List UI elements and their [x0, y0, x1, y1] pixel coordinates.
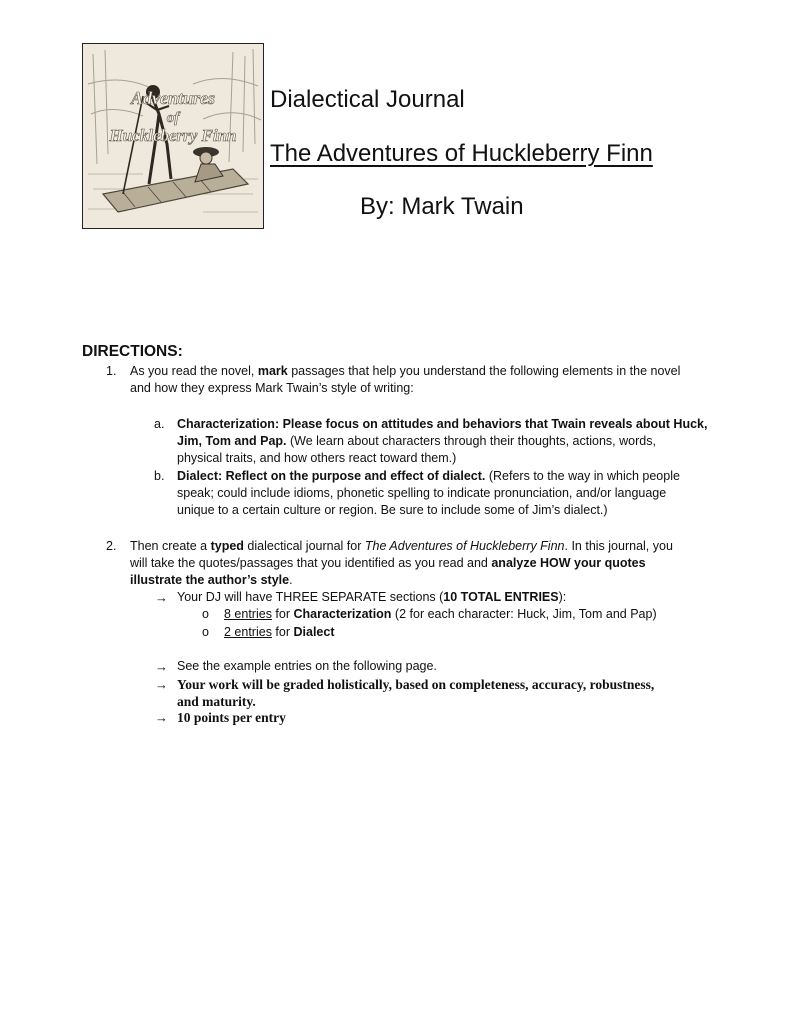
cover-title-line3: Huckleberry Finn	[109, 126, 237, 145]
item1-text: As you read the novel, mark passages that help you understand the following elements in the novel and how they express Mark Twain’s style of writing:	[130, 364, 681, 395]
book-title: The Adventures of Huckleberry Finn	[270, 140, 653, 167]
bullet-icon: o	[202, 625, 209, 639]
sections-text: Your DJ will have THREE SEPARATE sections (10 TOTAL ENTRIES):	[177, 590, 567, 604]
bullet-icon: o	[202, 607, 209, 621]
cover-title-line2: of	[166, 110, 180, 126]
arrow-icon: →	[155, 590, 168, 605]
points-text: 10 points per entry	[177, 710, 286, 725]
item2-text: Then create a typed dialectical journal for The Adventures of Huckleberry Finn. In this journal, you will take the quotes/passages that you identified as you read and analyze HOW your quotes illustrate the author’s style.	[130, 539, 673, 587]
sub-b-letter: b.	[154, 469, 165, 483]
item2-number: 2.	[106, 539, 117, 553]
see-example-text: See the example entries on the following page.	[177, 659, 437, 673]
cover-title-line1: Adventures	[130, 88, 216, 108]
journal-title: Dialectical Journal	[270, 86, 465, 113]
arrow-icon: →	[155, 710, 168, 725]
arrow-icon: →	[155, 677, 168, 692]
entry-characterization: 8 entries for Characterization (2 for each character: Huck, Jim, Tom and Pap)	[224, 607, 657, 621]
arrow-icon: →	[155, 659, 168, 674]
book-cover-image	[82, 43, 264, 229]
sub-a-letter: a.	[154, 417, 165, 431]
item1-number: 1.	[106, 364, 117, 378]
sub-a-text: Characterization: Please focus on attitudes and behaviors that Twain reveals about Huck, Jim, Tom and Pap. (We learn about characters through their thoughts, actions, words, physical traits, and how others react toward them.)	[177, 417, 708, 465]
grading-text: Your work will be graded holistically, based on completeness, accuracy, robustness, and maturity.	[177, 677, 655, 709]
directions-heading: DIRECTIONS:	[82, 343, 183, 360]
author-line: By: Mark Twain	[360, 193, 524, 220]
entry-dialect: 2 entries for Dialect	[224, 625, 335, 639]
sub-b-text: Dialect: Reflect on the purpose and effect of dialect. (Refers to the way in which people speak; could include idioms, phonetic spelling to indicate pronunciation, and/or language unique to a certain culture or region. Be sure to include some of Jim’s dialect.)	[177, 469, 680, 517]
